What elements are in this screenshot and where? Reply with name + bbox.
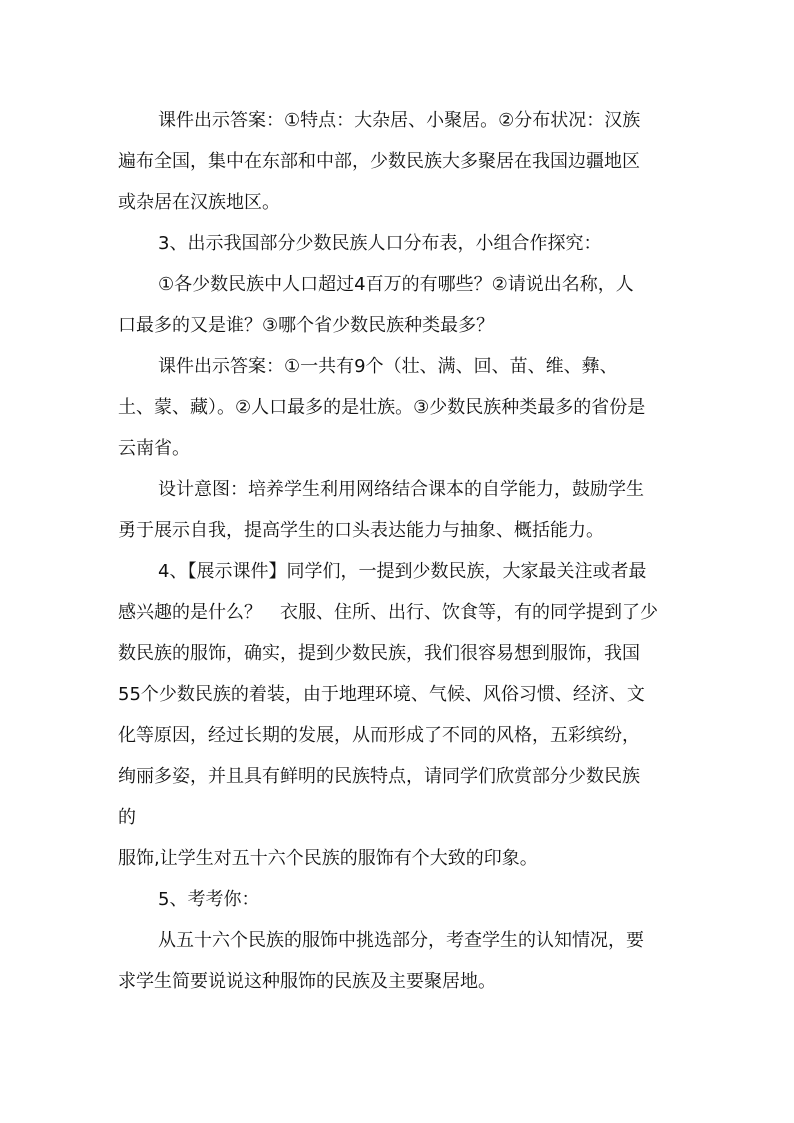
text-line: 口最多的又是谁？③哪个省少数民族种类最多？ bbox=[118, 315, 495, 336]
text-line: 或杂居在汉族地区。 bbox=[118, 192, 280, 213]
text-line: 勇于展示自我，提高学生的口头表达能力与抽象、概括能力。 bbox=[118, 520, 604, 541]
text-line: 5、考考你： bbox=[158, 889, 260, 910]
text-line: 课件出示答案：①特点：大杂居、小聚居。②分布状况：汉族 bbox=[158, 110, 641, 131]
text-line: 化等原因，经过长期的发展，从而形成了不同的风格，五彩缤纷， bbox=[118, 725, 640, 746]
text-line: 感兴趣的是什么？ 衣服、住所、出行、饮食等，有的同学提到了少 bbox=[118, 602, 658, 623]
text-line: 数民族的服饰，确实，提到少数民族，我们很容易想到服饰，我国 bbox=[118, 643, 640, 664]
text-line: 4、【展示课件】同学们，一提到少数民族，大家最关注或者最 bbox=[158, 561, 647, 582]
text-line: 3、出示我国部分少数民族人口分布表，小组合作探究： bbox=[158, 233, 602, 254]
text-line: 的 bbox=[118, 807, 136, 828]
text-line: 设计意图：培养学生利用网络结合课本的自学能力，鼓励学生 bbox=[158, 479, 644, 500]
text-line: 课件出示答案：①一共有9个（壮、满、回、苗、维、彝、 bbox=[158, 356, 618, 377]
document-body bbox=[118, 100, 678, 1002]
text-line: 从五十六个民族的服饰中挑选部分，考查学生的认知情况，要 bbox=[158, 930, 644, 951]
text-line: 绚丽多姿，并且具有鲜明的民族特点，请同学们欣赏部分少数民族 bbox=[118, 766, 640, 787]
text-line: 服饰,让学生对五十六个民族的服饰有个大致的印象。 bbox=[118, 848, 538, 869]
text-line: 55个少数民族的着装，由于地理环境、气候、风俗习惯、经济、文 bbox=[118, 684, 645, 705]
text-line: 求学生简要说说这种服饰的民族及主要聚居地。 bbox=[118, 971, 496, 992]
text-line: 遍布全国，集中在东部和中部，少数民族大多聚居在我国边疆地区 bbox=[118, 151, 640, 172]
text-line: ①各少数民族中人口超过4百万的有哪些？②请说出名称，人 bbox=[158, 274, 634, 295]
text-line: 云南省。 bbox=[118, 438, 190, 459]
text-line: 土、蒙、藏）。②人口最多的是壮族。③少数民族种类最多的省份是 bbox=[118, 397, 646, 418]
